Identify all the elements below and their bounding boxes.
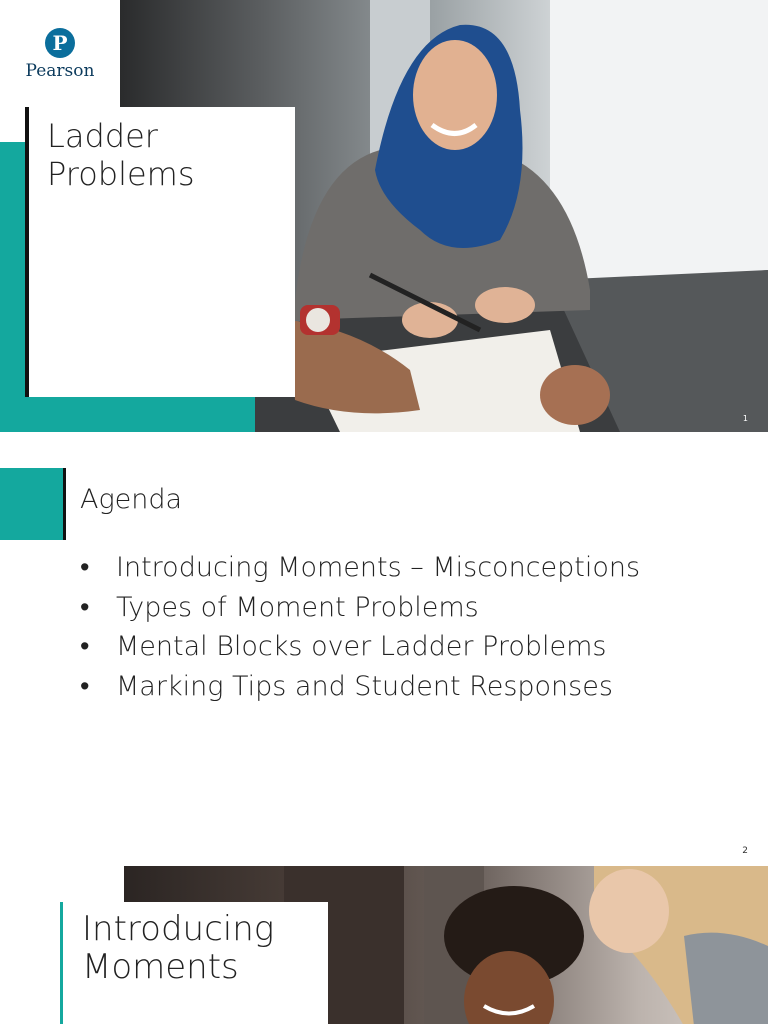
logo-text: Pearson [25, 61, 95, 81]
pearson-p-icon: P [45, 28, 75, 58]
slide-2 [0, 432, 768, 864]
agenda-heading: Agenda [80, 484, 183, 515]
pearson-logo [0, 0, 120, 108]
agenda-item: • Introducing Moments – Misconceptions [78, 548, 640, 588]
agenda-item: • Types of Moment Problems [78, 588, 640, 628]
page-number: 1 [742, 414, 748, 423]
title-card [25, 107, 295, 397]
slide-1 [0, 0, 768, 432]
slide-3 [0, 864, 768, 1024]
slide-title: Ladder Problems [47, 117, 195, 193]
accent-block [0, 468, 66, 540]
page-number: 2 [742, 846, 748, 856]
agenda-item: • Mental Blocks over Ladder Problems [78, 627, 640, 667]
agenda-list [78, 548, 640, 706]
agenda-item: • Marking Tips and Student Responses [78, 667, 640, 707]
title-card [60, 902, 328, 1024]
slide-title: Introducing Moments [82, 909, 275, 987]
